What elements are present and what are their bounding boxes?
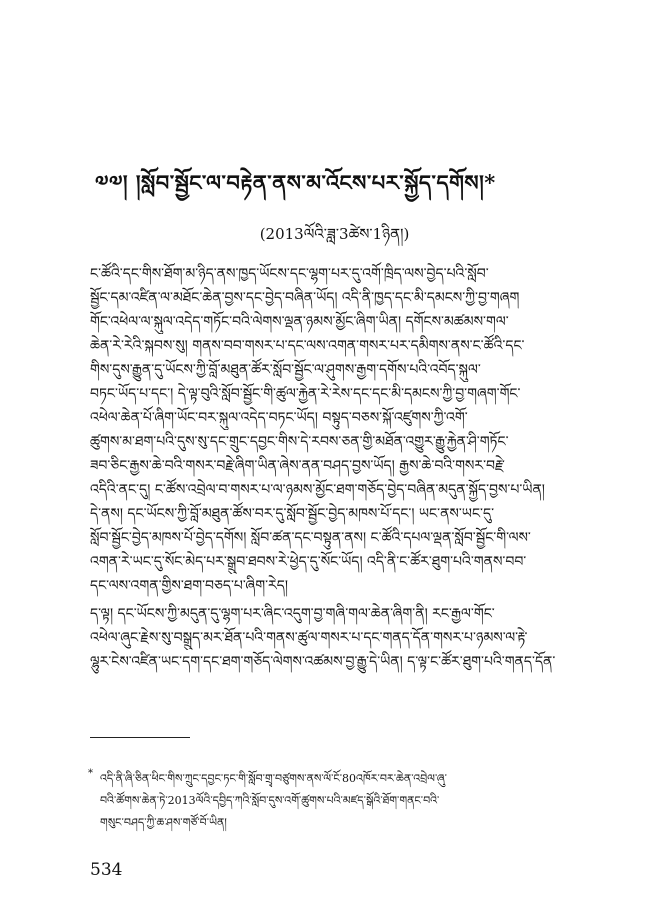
footnote-line: བའི་ཚོགས་ཆེན་ཏེ་2013ལོའི་དབྱིད་ཀའི་སློབ་དུས་འགོ་ཚུགས་པའི་མཛད་སྒོའི་ཐོག་གནང་བའི་ [100, 794, 440, 807]
page-number: 534 [90, 860, 123, 880]
text-line: འགན་རེ་ཡང་དུ་སོང་མེད་པར་སྒྲུབ་ཐབས་རེ་ཕྱེད་དུ་སོང་ཡོད། འདི་ནི་ང་ཚོར་ཐུག་པའི་གནས་བབ་ [90, 554, 527, 570]
text-line: ལྷུར་ངེས་འཛིན་ཡང་དག་དང་ཐག་གཅོད་ལེགས་འཚམས་བྱ་རྒྱུ་དེ་ཡིན། ད་ལྟ་ང་ཚོར་ཐུག་པའི་གནད་དོན་ [90, 654, 556, 670]
chapter-date: (2013ལོའི་ཟླ་3ཚེས་1ཉིན།) [259, 225, 410, 243]
text-line: དེ་ནས། དང་ཡོངས་ཀྱི་བློ་མཐུན་ཚོས་བར་དུ་སློབ་སྦྱོང་བྱེད་མཁས་པོ་དང་། ཡང་ནས་ཡང་དུ་ [90, 506, 495, 522]
body-text [90, 262, 584, 674]
footnote [88, 768, 584, 834]
chapter-title: ༧༧། །སློབ་སྦྱོང་ལ་བརྟེན་ནས་མ་འོངས་པར་སྐྱོད་དགོས།* [95, 170, 496, 195]
text-line: ད་ལྟ། དང་ཡོངས་ཀྱི་མདུན་དུ་ལྷག་པར་ཞིང་འདུག་བྱ་གཞི་གལ་ཆེན་ཞིག་ནི། རང་རྒྱལ་གོང་ [90, 606, 495, 622]
text-line: ང་ཚོའི་དང་གིས་ཐོག་མ་ཉིད་ནས་ཁྱད་ཡོངས་དང་ལྷག་པར་དུ་འགོ་ཁྲིད་ལས་བྱེད་པའི་སློབ་ [90, 266, 489, 282]
footnote-line: འདི་ནི་ཞི་ཅིན་ཕིང་གིས་ཀྲུང་དབྱང་ཏང་གི་སློབ་གྲྭ་བཙུགས་ནས་ལོ་ངོ་80འཁོར་བར་ཆེན་འབྲེལ་ཞུ་ [100, 772, 447, 785]
text-line: ཆེན་རེ་རེའི་སྐབས་སུ། གནས་བབ་གསར་པ་དང་ལས་འགན་གསར་པར་དམིགས་ནས་ང་ཚོའི་དང་ [90, 338, 525, 354]
text-line: འདིའི་ནང་དུ། ང་ཚོས་འབྲེལ་བ་གསར་པ་ལ་ཉམས་མྱོང་ཐག་གཅོད་བྱེད་བཞིན་མདུན་སྐྱོད་བྱས་པ་ཡིན། [90, 482, 545, 498]
text-line: ཚུགས་མ་ཐག་པའི་དུས་སུ་དང་གྲུང་དབྱང་གིས་དེ་རབས་ཅན་གྱི་མཐོན་འགྱུར་རྒྱུ་རྐྱེན་ཤི་གཏོང་ [90, 434, 509, 450]
text-line: འཕེལ་ཞུང་རྗེས་སུ་བསྒྲུད་མར་ཐོན་པའི་གནས་ཚུལ་གསར་པ་དང་གནད་དོན་གསར་པ་ཉམས་ལ་རྟེ་ [90, 630, 528, 646]
text-line: ཟབ་ཅིང་རྒྱས་ཆེ་བའི་གསར་བརྗེ་ཞིག་ཡིན་ཞེས་ནན་བཤད་བྱས་ཡོད། རྒྱས་ཆེ་བའི་གསར་བརྗེ་ [90, 458, 505, 474]
paragraph-1 [90, 262, 584, 598]
text-line: བཏང་ཡོད་པ་དང་། དེ་ལྟ་བུའི་སློབ་སྦྱོང་གི་ཚུལ་རྐྱེན་རེ་རེས་དང་དང་མི་དམངས་ཀྱི་བྱ་གཞག་གོང་ [90, 386, 521, 402]
paragraph-2 [90, 602, 584, 674]
footnote-divider [90, 737, 190, 738]
footnote-line: གསུང་བཤད་ཀྱི་ཆ་ཤས་གཙོ་བོ་ཡིན། [100, 816, 227, 829]
text-line: གོང་འཕེལ་ལ་སྐུལ་འདེད་གཏོང་བའི་ལེགས་ལྡན་ཉམས་མྱོང་ཞིག་ཡིན། དགོངས་མཚམས་གལ་ [90, 314, 509, 330]
text-line: སློབ་སྦྱོང་བྱེད་མཁས་པོ་བྱེད་དགོས། སློབ་ཚན་དང་བསྟུན་ནས། ང་ཚོའི་དཔལ་ལྡན་སློབ་སྦྱོང་གི་ལས་ [90, 530, 531, 546]
text-line: སྦྱོང་དམ་འཛིན་ལ་མཐོང་ཆེན་བྱས་དང་བྱེད་བཞིན་ཡོད། འདི་ནི་ཁྱད་དང་མི་དམངས་ཀྱི་བྱ་གཞག [90, 290, 520, 306]
text-line: གིས་དུས་རྒྱུན་དུ་ཡོངས་ཀྱི་བློ་མཐུན་ཚོར་སློབ་སྦྱོང་ལ་ཤུགས་རྒྱག་དགོས་པའི་འབོད་སྐུལ་ [90, 362, 481, 378]
footnote-mark: * [88, 768, 93, 779]
text-line: འཕེལ་ཆེན་པོ་ཞིག་ཡོང་བར་སྐུལ་འདེད་བཏང་ཡོད། བསྟུད་བཅས་སྐོ་འཛུགས་ཀྱི་འགོ་ [90, 410, 468, 426]
text-line: དང་ལས་འགན་གྱིས་ཐག་བཅད་པ་ཞིག་རེད། [90, 578, 288, 594]
